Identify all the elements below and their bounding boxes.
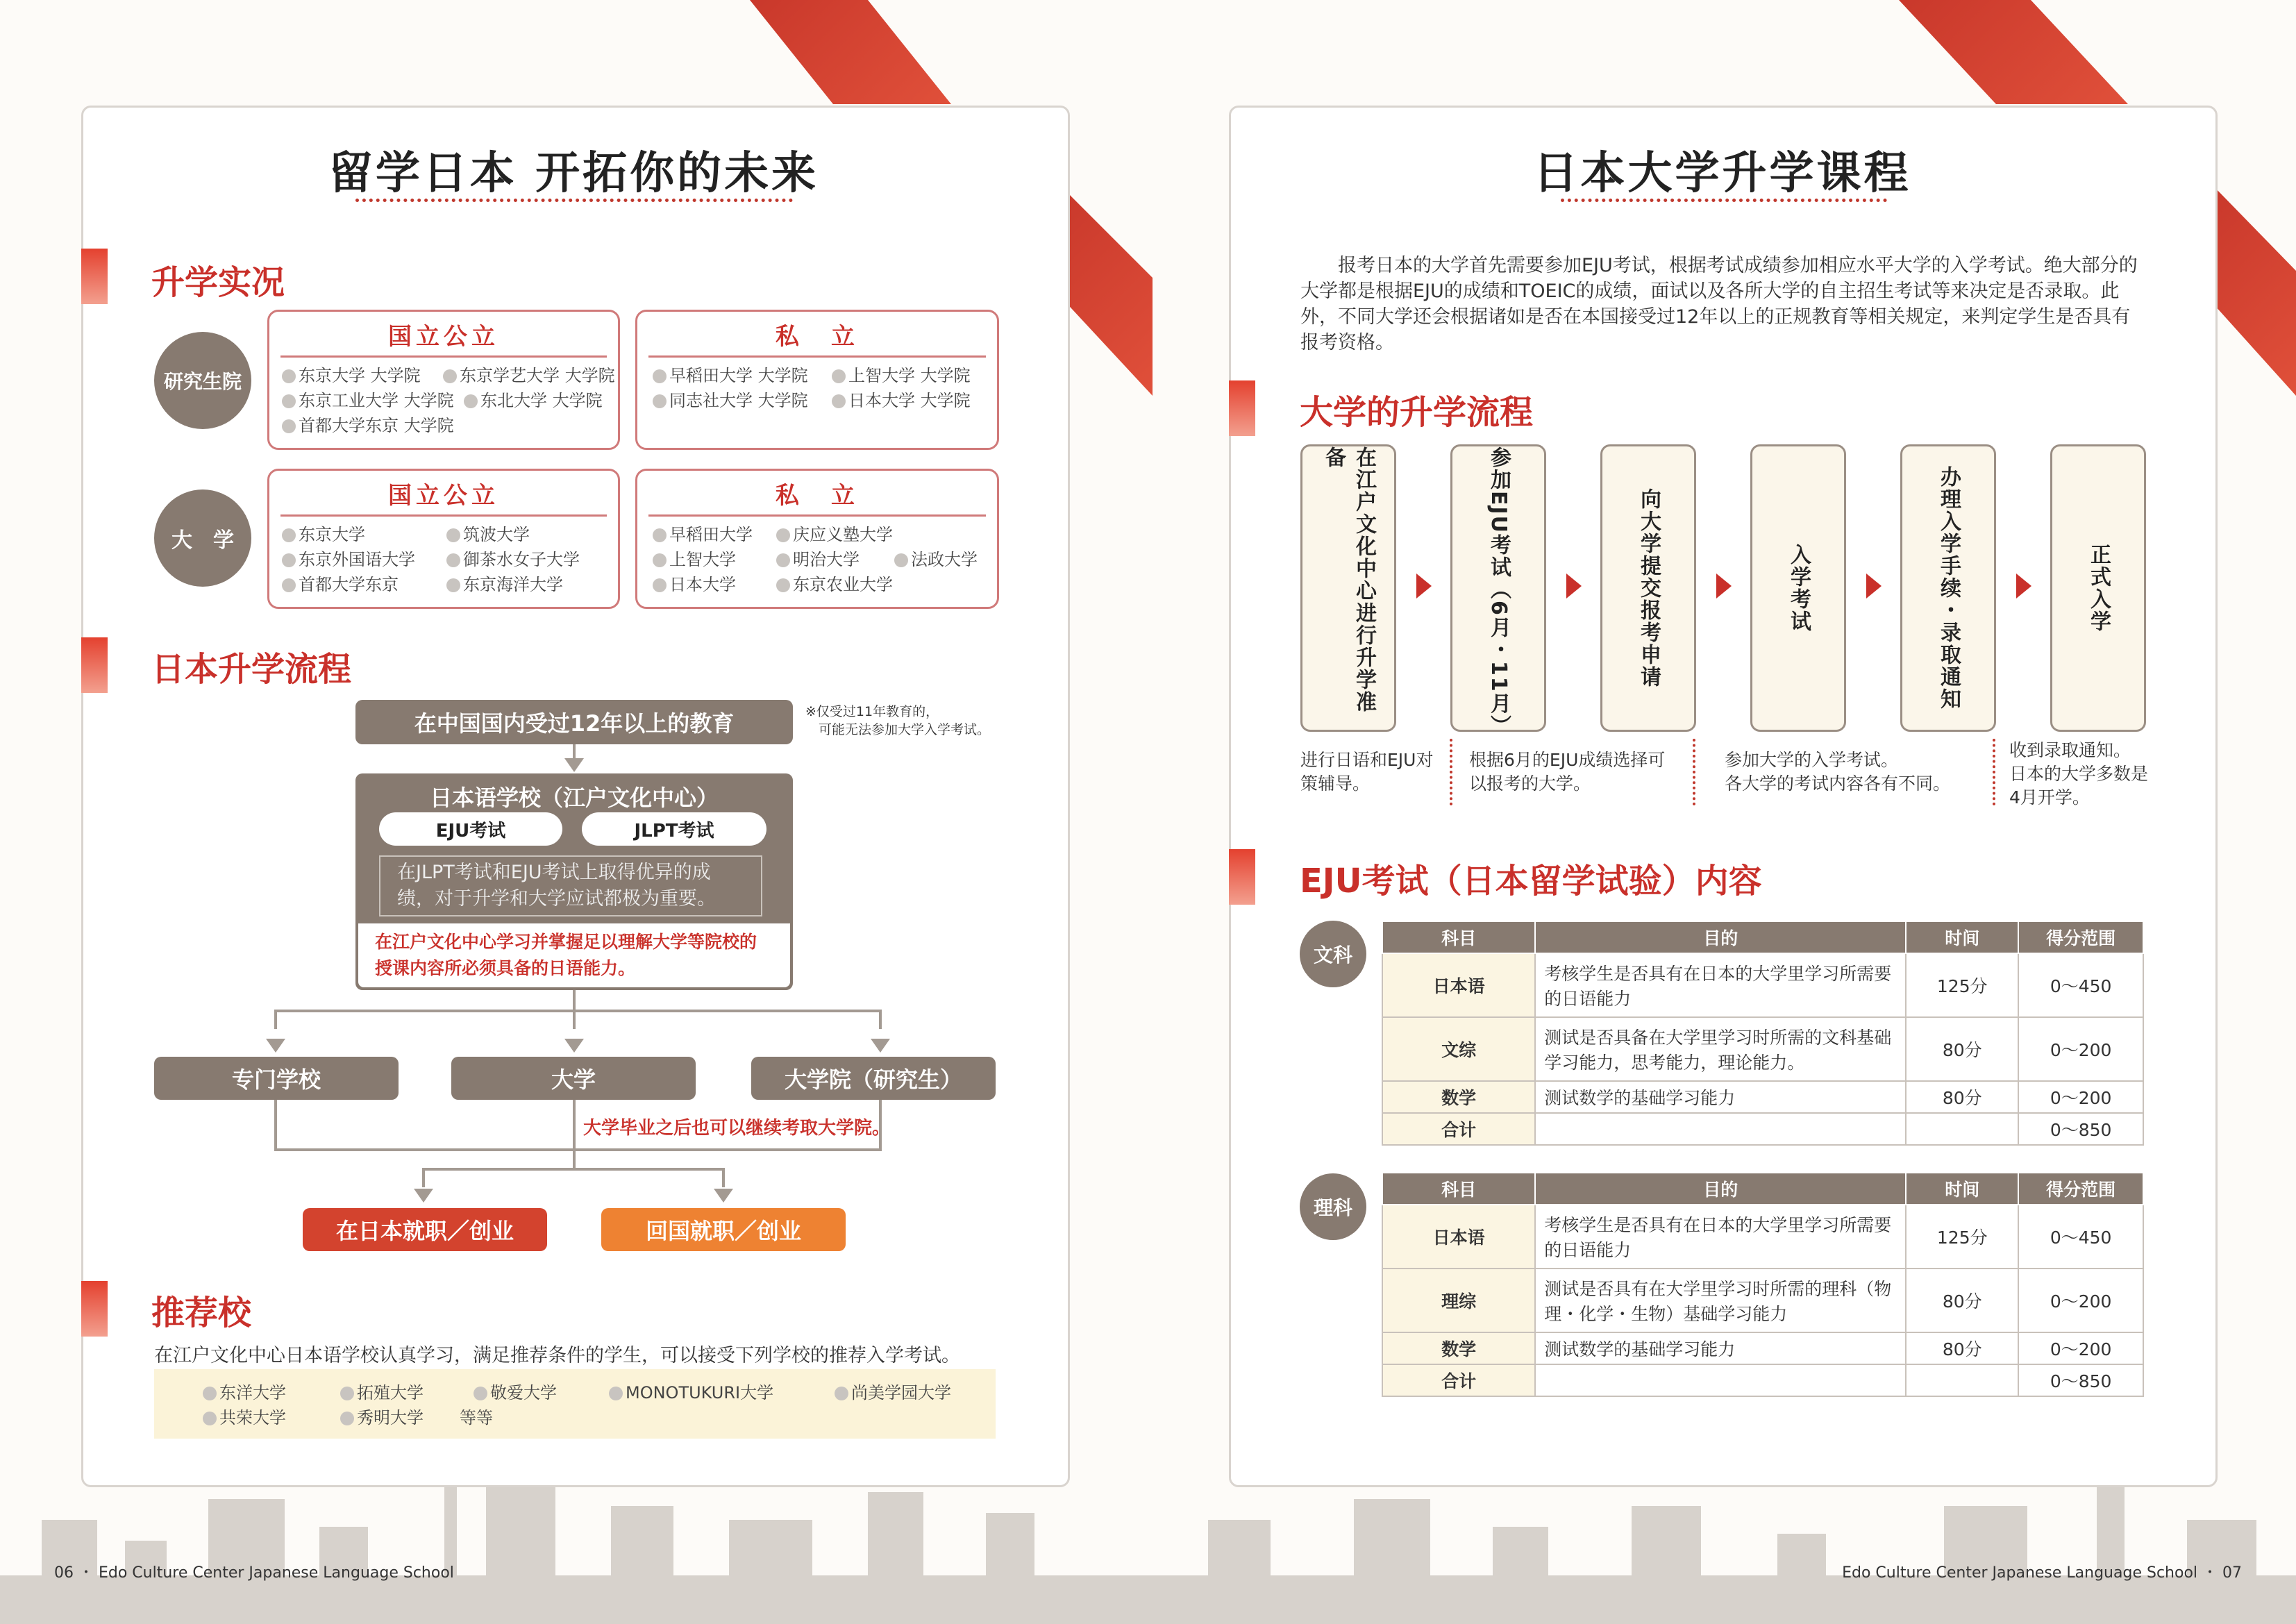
section-marker bbox=[1229, 380, 1255, 436]
section-marker bbox=[81, 637, 108, 693]
table-row: 日本语 考核学生是否具有在日本的大学里学习所需要的日语能力 125分 0～450 bbox=[1382, 1205, 2143, 1269]
step-box bbox=[1900, 444, 1996, 732]
step-note-divider bbox=[1450, 739, 1452, 805]
table-row: 数学 测试数学的基础学习能力 80分 0～200 bbox=[1382, 1081, 2143, 1113]
corner-ribbon-left-top bbox=[750, 0, 951, 104]
job-china-box: 回国就职／创业 bbox=[601, 1208, 846, 1251]
flow-arrow bbox=[414, 1189, 433, 1203]
col-score: 得分范围 bbox=[2018, 1173, 2143, 1205]
language-school-desc: 在JLPT考试和EJU考试上取得优异的成绩，对于升学和大学应试都极为重要。 bbox=[379, 855, 762, 916]
university-item: 首都大学东京 大学院 bbox=[282, 412, 454, 436]
school-item: 共荣大学 bbox=[203, 1404, 286, 1428]
university-item: 早稻田大学 bbox=[653, 521, 753, 545]
col-time: 时间 bbox=[1906, 1173, 2018, 1205]
university-item: 庆应义塾大学 bbox=[776, 521, 893, 545]
step-label: 向大学提交报考申请 bbox=[1636, 488, 1661, 688]
university-item: 东京农业大学 bbox=[776, 571, 893, 595]
flow-arrow bbox=[714, 1189, 733, 1203]
box-header: 私 立 bbox=[648, 476, 986, 517]
step-label: 办理入学手续・录取通知 bbox=[1936, 466, 1961, 710]
step-arrow bbox=[1716, 574, 1732, 598]
university-item: 东京学艺大学 大学院 bbox=[443, 362, 615, 386]
university-item: 上智大学 大学院 bbox=[832, 362, 971, 386]
school-item: MONOTUKURI大学 bbox=[609, 1379, 773, 1403]
col-score: 得分范围 bbox=[2018, 921, 2143, 953]
section-marker bbox=[81, 1281, 108, 1337]
step-box bbox=[1750, 444, 1846, 732]
job-japan-box: 在日本就职／创业 bbox=[303, 1208, 547, 1251]
eju-table-liberal-arts bbox=[1382, 921, 2144, 1146]
flow-connector bbox=[573, 1010, 576, 1029]
step-arrow bbox=[1866, 574, 1882, 598]
table-row: 日本语 考核学生是否具有在日本的大学里学习所需要的日语能力 125分 0～450 bbox=[1382, 953, 2143, 1017]
university-item: 日本大学 大学院 bbox=[832, 387, 971, 411]
language-school-red-text: 在江户文化中心学习并掌握足以理解大学等院校的授课内容所必须具备的日语能力。 bbox=[375, 932, 757, 978]
step-box bbox=[2050, 444, 2146, 732]
col-time: 时间 bbox=[1906, 921, 2018, 953]
box-header: 国立公立 bbox=[280, 317, 607, 358]
flow-connector bbox=[422, 1168, 425, 1187]
university-item: 法政大学 bbox=[894, 546, 978, 570]
university-item: 东京海洋大学 bbox=[446, 571, 563, 595]
section-title-eju: EJU考试（日本留学试验）内容 bbox=[1300, 862, 1762, 901]
title-underline-right bbox=[1561, 199, 1887, 202]
flow-arrow bbox=[564, 758, 584, 772]
university-item: 上智大学 bbox=[653, 546, 736, 570]
box-header: 私 立 bbox=[648, 317, 986, 358]
flow-after-note: 大学毕业之后也可以继续考取大学院。 bbox=[583, 1118, 891, 1139]
flow-arrow bbox=[871, 1039, 890, 1053]
step-note-divider bbox=[1693, 739, 1695, 805]
recommend-etc: 等等 bbox=[460, 1408, 493, 1428]
university-item: 东京外国语大学 bbox=[282, 546, 415, 570]
graduate-school-box: 大学院（研究生） bbox=[751, 1057, 996, 1100]
table-header-row bbox=[1382, 921, 2143, 953]
section-title-recommend: 推荐校 bbox=[151, 1294, 252, 1332]
table-row: 数学 测试数学的基础学习能力 80分 0～200 bbox=[1382, 1332, 2143, 1364]
step-note-divider bbox=[1993, 739, 1995, 805]
title-underline-left bbox=[355, 199, 793, 202]
corner-ribbon-right-mid bbox=[2215, 187, 2296, 396]
page-title-left: 留学日本 开拓你的未来 bbox=[328, 148, 819, 199]
col-purpose: 目的 bbox=[1535, 1173, 1906, 1205]
step-box bbox=[1600, 444, 1696, 732]
school-item: 东洋大学 bbox=[203, 1379, 286, 1403]
eju-table-science bbox=[1382, 1172, 2144, 1397]
footer-left: 06 ・ Edo Culture Center Japanese Language School bbox=[54, 1564, 454, 1582]
step-note: 进行日语和EJU对策辅导。 bbox=[1300, 750, 1434, 794]
eju-pill: EJU考试 bbox=[379, 812, 562, 846]
flow-connector bbox=[274, 1010, 277, 1029]
flow-connector bbox=[722, 1168, 725, 1187]
university-item: 日本大学 bbox=[653, 571, 736, 595]
university-item: 早稻田大学 大学院 bbox=[653, 362, 808, 386]
university-item: 东京工业大学 大学院 bbox=[282, 387, 454, 411]
language-school-title: 日本语学校（江户文化中心） bbox=[429, 785, 719, 811]
step-arrow bbox=[1416, 574, 1432, 598]
univ-public-box bbox=[267, 469, 620, 609]
step-arrow bbox=[1566, 574, 1582, 598]
school-item: 秀明大学 bbox=[340, 1404, 424, 1428]
univ-private-box bbox=[635, 469, 999, 609]
grad-private-box bbox=[635, 310, 999, 450]
flow-connector bbox=[573, 990, 576, 1011]
flow-note: ※仅受过11年教育的， 可能无法参加大学入学考试。 bbox=[805, 704, 991, 737]
step-arrow bbox=[2016, 574, 2031, 598]
university-item: 首都大学东京 bbox=[282, 571, 399, 595]
university-item: 筑波大学 bbox=[446, 521, 530, 545]
corner-ribbon-left-mid bbox=[1062, 187, 1153, 396]
table-row: 合计 0～850 bbox=[1382, 1113, 2143, 1145]
school-item: 拓殖大学 bbox=[340, 1379, 424, 1403]
step-note: 根据6月的EJU成绩选择可以报考的大学。 bbox=[1469, 750, 1666, 794]
table-row: 文综 测试是否具备在大学里学习时所需的文科基础学习能力，思考能力，理论能力。 80分 0～200 bbox=[1382, 1017, 2143, 1081]
col-subject: 科目 bbox=[1382, 1173, 1535, 1205]
step-label: 在江户文化中心进行升学准备 bbox=[1321, 446, 1376, 713]
step-label: 入学考试 bbox=[1786, 544, 1811, 633]
school-item: 敬爱大学 bbox=[474, 1379, 557, 1403]
corner-ribbon-right-top bbox=[1899, 0, 2128, 104]
flow-connector bbox=[274, 1148, 882, 1151]
step-box bbox=[1300, 444, 1396, 732]
col-purpose: 目的 bbox=[1535, 921, 1906, 953]
section-title-uni-flow: 大学的升学流程 bbox=[1300, 393, 1534, 432]
school-item: 尚美学园大学 bbox=[835, 1379, 951, 1403]
section-title-results: 升学实况 bbox=[151, 263, 285, 302]
table-row: 理综 测试是否具有在大学里学习时所需的理科（物理・化学・生物）基础学习能力 80分 0～200 bbox=[1382, 1269, 2143, 1332]
step-label: 正式入学 bbox=[2086, 544, 2111, 633]
table-row: 合计 0～850 bbox=[1382, 1364, 2143, 1396]
flow-arrow bbox=[266, 1039, 285, 1053]
university-item: 御茶水女子大学 bbox=[446, 546, 580, 570]
step-box bbox=[1450, 444, 1546, 737]
university-item: 东北大学 大学院 bbox=[464, 387, 603, 411]
section-title-flow: 日本升学流程 bbox=[151, 650, 352, 689]
section-marker bbox=[81, 249, 108, 304]
level-badge-univ: 大 学 bbox=[154, 489, 251, 587]
step-note: 参加大学的入学考试。 各大学的考试内容各有不同。 bbox=[1725, 750, 1951, 794]
university-item: 东京大学 大学院 bbox=[282, 362, 421, 386]
jlpt-pill: JLPT考试 bbox=[582, 812, 766, 846]
intro-paragraph: 报考日本的大学首先需要参加EJU考试，根据考试成绩参加相应水平大学的入学考试。绝大部分的大学都是根据EJU的成绩和TOEIC的成绩，面试以及各所大学的自主招生考试等来决定是否录取。此外，不同大学还会根据诸如是否在本国接受过12年以上的正规教育等相关规定，来判定学生是否具有报考资格。 bbox=[1300, 255, 2138, 353]
flow-connector bbox=[573, 1100, 576, 1169]
footer-right: Edo Culture Center Japanese Language School ・ 07 bbox=[1842, 1564, 2242, 1582]
university-item: 同志社大学 大学院 bbox=[653, 387, 808, 411]
flow-connector bbox=[274, 1100, 277, 1150]
flow-top-box: 在中国国内受过12年以上的教育 bbox=[355, 700, 793, 744]
box-header: 国立公立 bbox=[280, 476, 607, 517]
grad-public-box bbox=[267, 310, 620, 450]
flow-arrow bbox=[564, 1039, 584, 1053]
language-school-box bbox=[355, 773, 793, 990]
flow-connector bbox=[274, 1010, 882, 1012]
level-badge-grad: 研究生院 bbox=[154, 332, 251, 429]
flow-connector bbox=[879, 1010, 882, 1029]
step-label: 参加EJU考试（6月・11月） bbox=[1486, 446, 1511, 737]
recommend-schools-box bbox=[154, 1369, 996, 1439]
step-note: 收到录取通知。 日本的大学多数是4月开学。 bbox=[2009, 740, 2149, 807]
badge-liberal-arts: 文科 bbox=[1300, 921, 1366, 987]
flow-connector bbox=[422, 1168, 725, 1171]
col-subject: 科目 bbox=[1382, 921, 1535, 953]
badge-science: 理科 bbox=[1300, 1173, 1366, 1240]
university-box: 大学 bbox=[451, 1057, 696, 1100]
section-marker bbox=[1229, 849, 1255, 905]
university-item: 明治大学 bbox=[776, 546, 860, 570]
table-header-row bbox=[1382, 1173, 2143, 1205]
university-item: 东京大学 bbox=[282, 521, 365, 545]
vocational-school-box: 专门学校 bbox=[154, 1057, 399, 1100]
recommend-text: 在江户文化中心日本语学校认真学习，满足推荐条件的学生，可以接受下列学校的推荐入学考试。 bbox=[154, 1345, 960, 1366]
page-title-right: 日本大学升学课程 bbox=[1533, 148, 1911, 199]
